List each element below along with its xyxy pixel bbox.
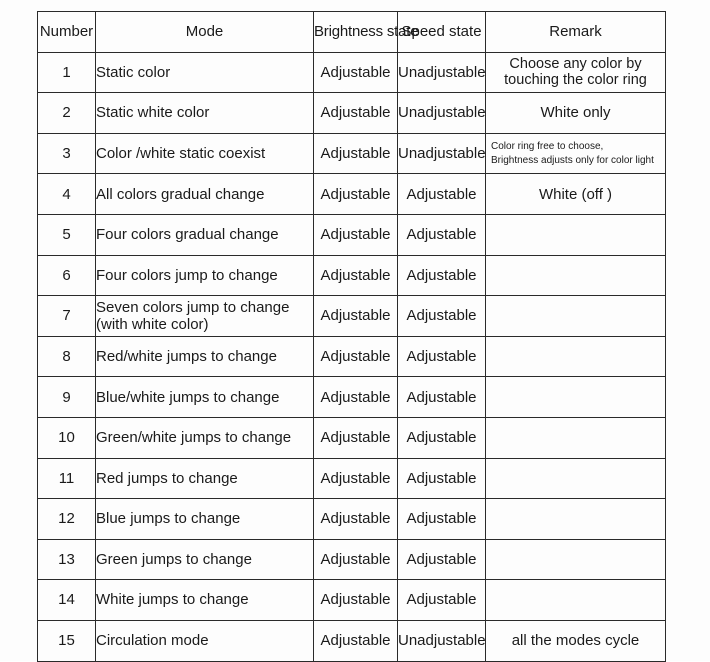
- row-speed-state: Unadjustable: [398, 620, 486, 661]
- mode-line: Green jumps to change: [96, 550, 252, 568]
- row-number: 11: [38, 458, 96, 499]
- row-speed-state: Unadjustable: [398, 93, 486, 134]
- row-remark: [486, 539, 666, 580]
- row-remark: [486, 133, 666, 174]
- row-mode: [96, 580, 314, 621]
- row-brightness-state: Adjustable: [314, 417, 398, 458]
- row-number: 6: [38, 255, 96, 296]
- mode-line: Four colors gradual change: [96, 226, 279, 244]
- row-brightness-state: Adjustable: [314, 133, 398, 174]
- remark-line: White (off ): [538, 185, 613, 203]
- row-speed-state: Adjustable: [398, 214, 486, 255]
- row-speed-state: Adjustable: [398, 539, 486, 580]
- mode-table: [37, 11, 666, 662]
- row-mode: [96, 52, 314, 93]
- table-row: [38, 417, 666, 458]
- row-remark: [486, 174, 666, 215]
- header-mode: Mode: [96, 12, 314, 53]
- mode-line: Blue/white jumps to change: [96, 388, 280, 406]
- table-row: [38, 377, 666, 418]
- row-remark: [486, 255, 666, 296]
- row-number: 12: [38, 499, 96, 540]
- row-remark: [486, 499, 666, 540]
- header-row: [38, 12, 666, 53]
- row-mode: [96, 620, 314, 661]
- mode-line: Green/white jumps to change: [96, 429, 292, 447]
- table-row: [38, 336, 666, 377]
- row-remark: [486, 336, 666, 377]
- mode-line: Red/white jumps to change: [96, 347, 277, 365]
- remark-line: Brightness adjusts only for color light: [491, 154, 654, 166]
- row-mode: [96, 458, 314, 499]
- row-remark: [486, 377, 666, 418]
- row-mode: [96, 93, 314, 134]
- row-brightness-state: Adjustable: [314, 296, 398, 337]
- row-remark: [486, 417, 666, 458]
- mode-line: All colors gradual change: [96, 185, 265, 203]
- header-speed-state: Speed state: [398, 12, 486, 53]
- row-number: 10: [38, 417, 96, 458]
- row-brightness-state: Adjustable: [314, 52, 398, 93]
- mode-line: Red jumps to change: [96, 469, 238, 487]
- remark-line: all the modes cycle: [511, 632, 640, 650]
- row-brightness-state: Adjustable: [314, 580, 398, 621]
- row-number: 8: [38, 336, 96, 377]
- row-mode: [96, 417, 314, 458]
- row-number: 1: [38, 52, 96, 93]
- header-brightness-state: Brightness state: [314, 12, 398, 53]
- row-number: 14: [38, 580, 96, 621]
- remark-line: touching the color ring: [504, 72, 647, 89]
- table-row: [38, 296, 666, 337]
- row-speed-state: Adjustable: [398, 336, 486, 377]
- mode-line: Blue jumps to change: [96, 510, 241, 528]
- row-brightness-state: Adjustable: [314, 214, 398, 255]
- remark-line: White only: [540, 104, 611, 122]
- row-speed-state: Adjustable: [398, 458, 486, 499]
- row-brightness-state: Adjustable: [314, 539, 398, 580]
- remark-line: Choose any color by: [509, 55, 642, 72]
- row-speed-state: Unadjustable: [398, 133, 486, 174]
- table-row: [38, 52, 666, 93]
- row-remark: [486, 580, 666, 621]
- row-number: 2: [38, 93, 96, 134]
- header-number: Number: [38, 12, 96, 53]
- row-number: 13: [38, 539, 96, 580]
- mode-line: Four colors jump to change: [96, 266, 278, 284]
- row-mode: [96, 255, 314, 296]
- row-speed-state: Adjustable: [398, 296, 486, 337]
- row-number: 3: [38, 133, 96, 174]
- row-mode: [96, 377, 314, 418]
- row-brightness-state: Adjustable: [314, 93, 398, 134]
- table-row: [38, 93, 666, 134]
- row-remark: [486, 214, 666, 255]
- table-row: [38, 174, 666, 215]
- table-row: [38, 580, 666, 621]
- row-brightness-state: Adjustable: [314, 458, 398, 499]
- mode-line: Seven colors jump to change: [96, 298, 290, 316]
- remark-line: Color ring free to choose,: [491, 141, 604, 153]
- row-mode: [96, 174, 314, 215]
- table-row: [38, 255, 666, 296]
- row-mode: [96, 133, 314, 174]
- table-row: [38, 620, 666, 661]
- row-brightness-state: Adjustable: [314, 336, 398, 377]
- row-mode: [96, 296, 314, 337]
- row-mode: [96, 214, 314, 255]
- row-brightness-state: Adjustable: [314, 377, 398, 418]
- row-remark: [486, 458, 666, 499]
- table-body: [38, 52, 666, 661]
- mode-line: (with white color): [96, 315, 209, 333]
- mode-line: White jumps to change: [96, 591, 249, 609]
- row-number: 9: [38, 377, 96, 418]
- row-brightness-state: Adjustable: [314, 255, 398, 296]
- row-brightness-state: Adjustable: [314, 620, 398, 661]
- table-row: [38, 539, 666, 580]
- row-speed-state: Adjustable: [398, 174, 486, 215]
- row-remark: [486, 620, 666, 661]
- mode-line: Static white color: [96, 104, 210, 122]
- row-mode: [96, 499, 314, 540]
- mode-line: Color /white static coexist: [96, 144, 266, 162]
- table-row: [38, 133, 666, 174]
- row-mode: [96, 539, 314, 580]
- row-number: 15: [38, 620, 96, 661]
- row-mode: [96, 336, 314, 377]
- mode-line: Static color: [96, 63, 171, 81]
- table-row: [38, 214, 666, 255]
- table-row: [38, 499, 666, 540]
- row-speed-state: Unadjustable: [398, 52, 486, 93]
- row-remark: [486, 52, 666, 93]
- row-brightness-state: Adjustable: [314, 174, 398, 215]
- row-remark: [486, 93, 666, 134]
- table-row: [38, 458, 666, 499]
- row-speed-state: Adjustable: [398, 499, 486, 540]
- row-speed-state: Adjustable: [398, 255, 486, 296]
- header-remark: Remark: [486, 12, 666, 53]
- mode-line: Circulation mode: [96, 632, 209, 650]
- row-speed-state: Adjustable: [398, 377, 486, 418]
- row-remark: [486, 296, 666, 337]
- row-number: 4: [38, 174, 96, 215]
- row-speed-state: Adjustable: [398, 580, 486, 621]
- row-brightness-state: Adjustable: [314, 499, 398, 540]
- row-speed-state: Adjustable: [398, 417, 486, 458]
- row-number: 7: [38, 296, 96, 337]
- row-number: 5: [38, 214, 96, 255]
